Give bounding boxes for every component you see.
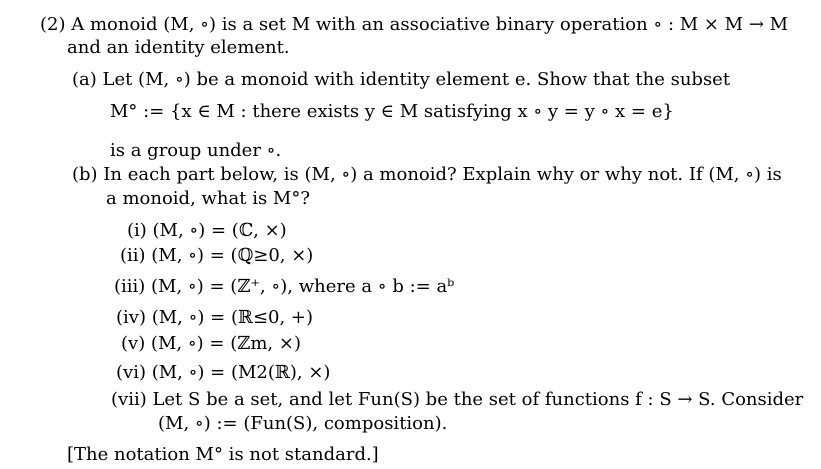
part-b-item-vii: (vii) Let S be a set, and let Fun(S) be the set of functions f : S → S. Consider	[111, 389, 804, 410]
problem-line-1: (2) A monoid (M, ∘) is a set M with an associative binary operation ∘ : M × M → M	[40, 14, 789, 35]
part-b-item-v: (v) (M, ∘) = (ℤm, ×)	[121, 333, 301, 354]
part-b-item-i: (i) (M, ∘) = (ℂ, ×)	[127, 220, 287, 241]
part-b-item-vi: (vi) (M, ∘) = (M2(ℝ), ×)	[116, 362, 331, 383]
part-b-line-1: (b) In each part below, is (M, ∘) a monoid? Explain why or why not. If (M, ∘) is	[72, 164, 782, 185]
part-b-item-iv: (iv) (M, ∘) = (ℝ≤0, +)	[116, 307, 314, 328]
part-b-item-vii-cont: (M, ∘) := (Fun(S), composition).	[158, 413, 448, 434]
part-a-line-3: is a group under ∘.	[110, 140, 282, 161]
part-b-line-2: a monoid, what is M°?	[106, 188, 310, 209]
problem-line-2: and an identity element.	[67, 37, 290, 58]
part-a-line-1: (a) Let (M, ∘) be a monoid with identity element e. Show that the subset	[72, 69, 731, 90]
part-b-item-ii: (ii) (M, ∘) = (ℚ≥0, ×)	[120, 245, 314, 266]
notation-note: [The notation M° is not standard.]	[67, 444, 379, 465]
part-a-definition: M° := {x ∈ M : there exists y ∈ M satisfying x ∘ y = y ∘ x = e}	[110, 101, 674, 122]
part-b-item-iii: (iii) (M, ∘) = (ℤ⁺, ∘), where a ∘ b := aᵇ	[114, 276, 455, 297]
